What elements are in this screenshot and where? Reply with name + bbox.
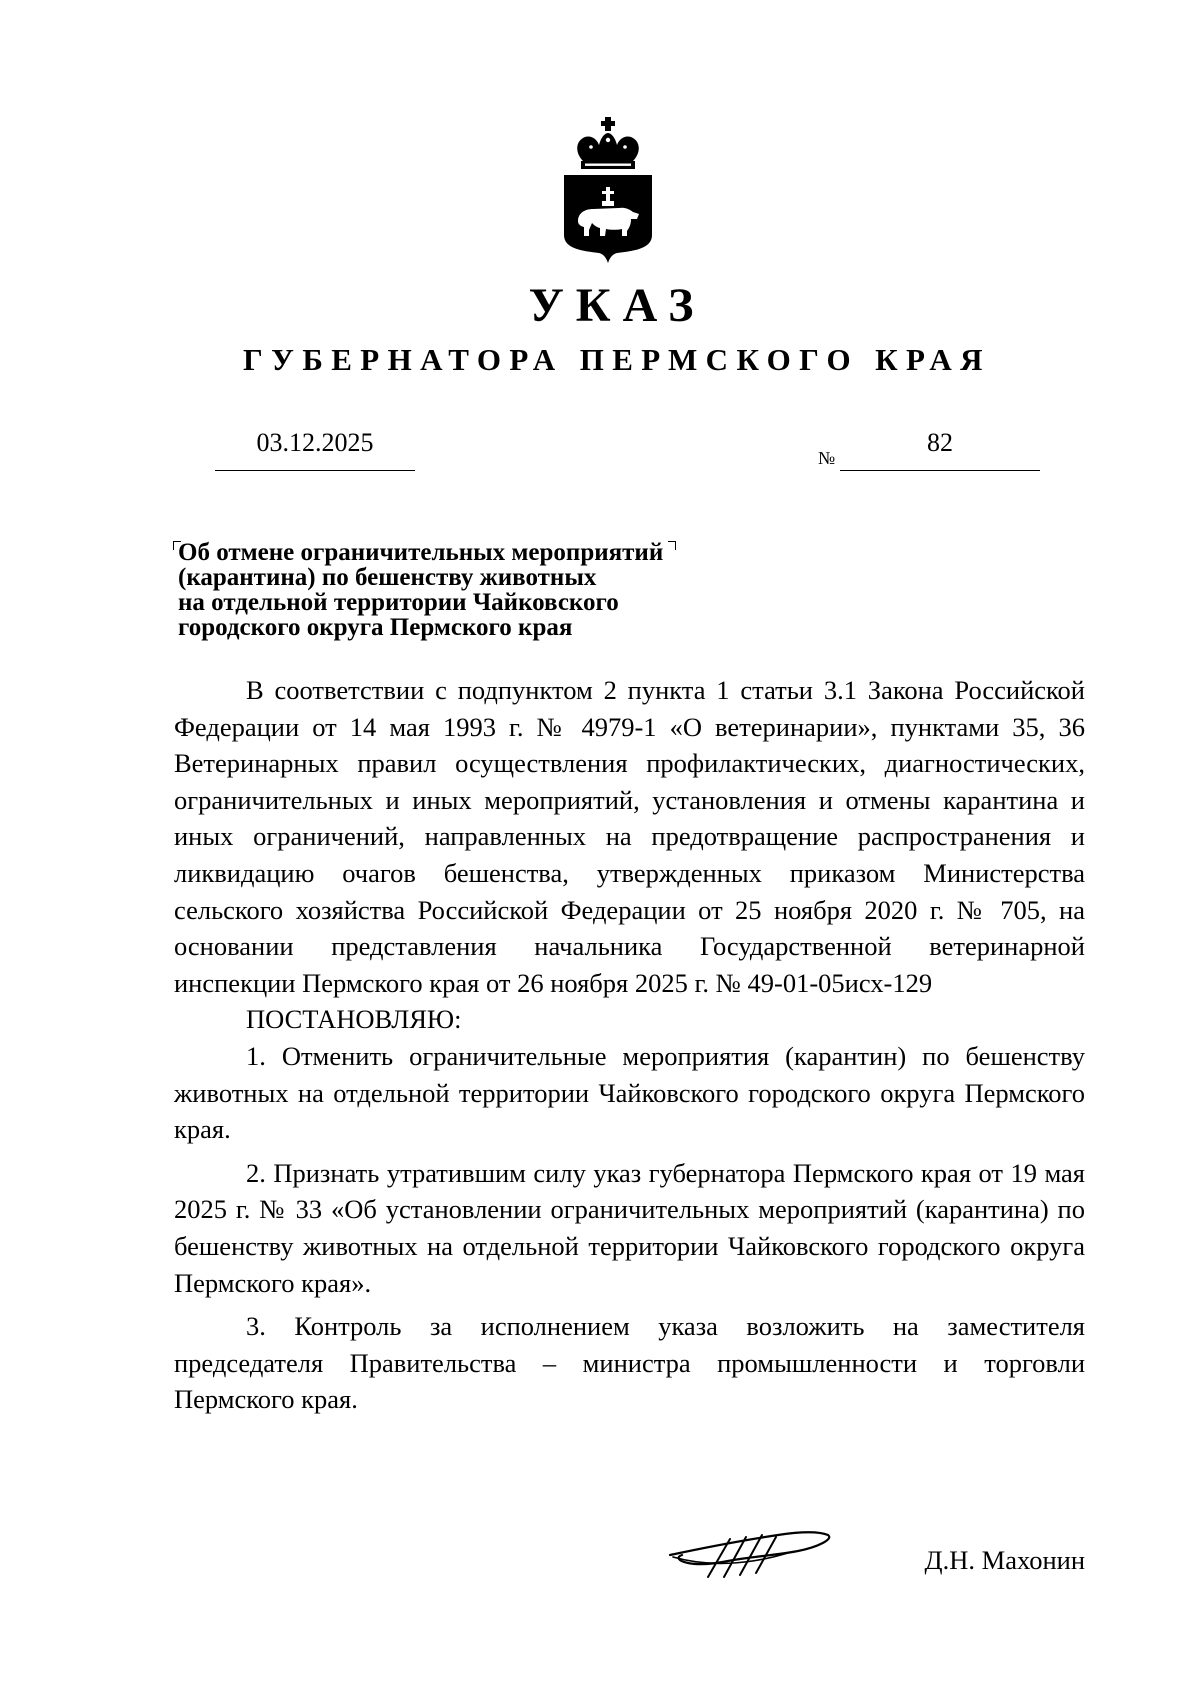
decree-word: ПОСТАНОВЛЯЮ: <box>246 1004 462 1035</box>
decree-heading <box>178 540 778 640</box>
decree-number: 82 <box>840 422 1040 471</box>
number-sign: № <box>818 448 836 468</box>
decree-item-3: 3. Контроль за исполнением указа возложить на заместителя председателя Правительства – министра промышленности и торговли Пермского края. <box>174 1311 1085 1415</box>
document-title: УКАЗ <box>528 279 706 332</box>
coat-of-arms-icon <box>561 115 655 265</box>
decree-body <box>174 672 1085 1418</box>
heading-line: Об отмене ограничительных мероприятий <box>178 539 664 566</box>
heading-line: на отдельной территории Чайковского <box>178 589 619 616</box>
signature-icon <box>668 1527 836 1582</box>
heading-line: городского округа Пермского края <box>178 614 573 641</box>
decree-date: 03.12.2025 <box>215 422 415 471</box>
signer-name: Д.Н. Махонин <box>924 1545 1085 1575</box>
decree-item-1: 1. Отменить ограничительные мероприятия (карантин) по бешенству животных на отдельной территории Чайковского городского округа Пермского края. <box>174 1040 1085 1145</box>
preamble-paragraph: В соответствии с подпунктом 2 пункта 1 статьи 3.1 Закона Российской Федерации от 14 мая 1993 г. № 4979-1 «О ветеринарии», пунктами 35, 36 Ветеринарных правил осуществления профилактических, диагностических, ограничительных и иных мероприятий, установления и отмены карантина и иных ограничений, направленных на предотвращение распространения и ликвидацию очагов бешенства, утвержденных приказом Министерства сельского хозяйства Российской Федерации от 25 ноября 2020 г. № 705, на основании представления начальника Государственной ветеринарной инспекции Пермского края от 26 ноября 2025 г. № 49-01-05исх-129 <box>174 675 1085 998</box>
document-subtitle: ГУБЕРНАТОРА ПЕРМСКОГО КРАЯ <box>243 342 991 377</box>
heading-line: (карантина) по бешенству животных <box>178 564 597 591</box>
decree-item-2: 2. Признать утратившим силу указ губернатора Пермского края от 19 мая 2025 г. № 33 «Об установлении ограничительных мероприятий (карантина) по бешенству животных на отдельной территории Чайковского городского округа Пермского края». <box>174 1157 1085 1298</box>
